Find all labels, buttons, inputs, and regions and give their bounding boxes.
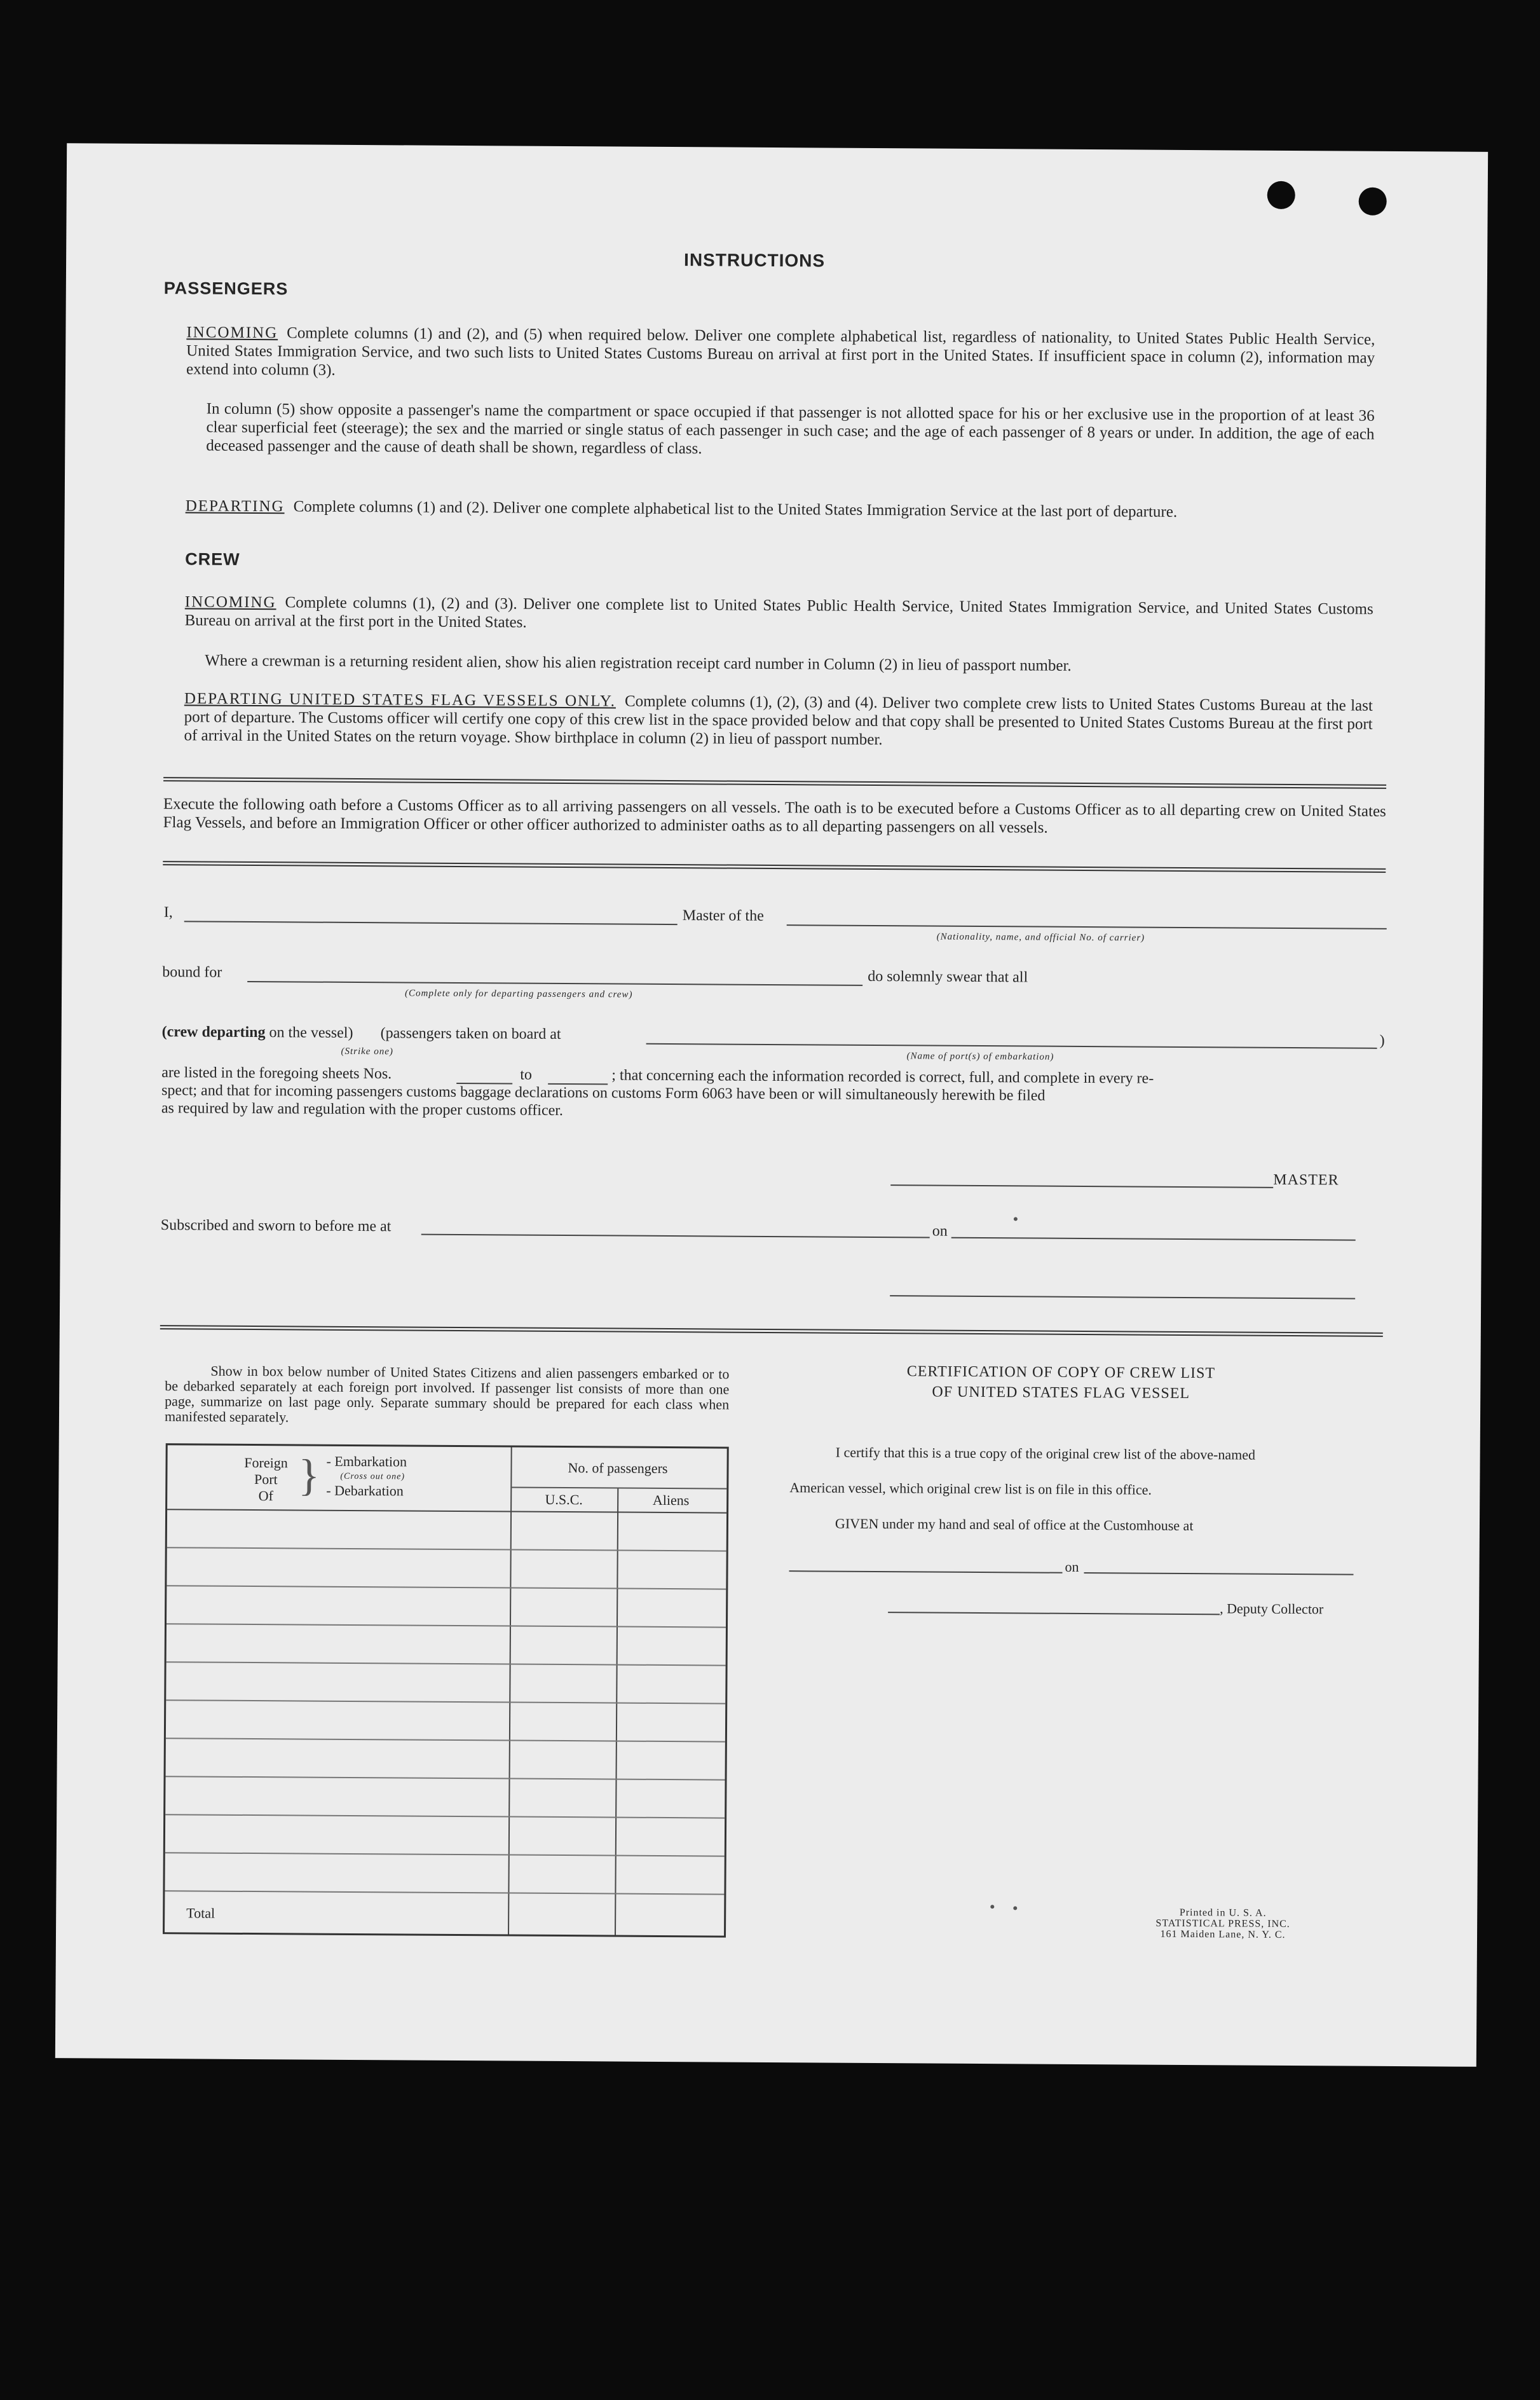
- table-column-divider: [508, 1448, 512, 1935]
- form-page: [55, 143, 1488, 2067]
- swear-text: do solemnly swear that all: [868, 968, 1028, 986]
- aliens-header: Aliens: [652, 1491, 690, 1509]
- oath-intro: Execute the following oath before a Customs Officer as to all arriving passengers on all vessels. The oath is to be executed before a Customs Officer as to all departing crew on United States Flag Vessels, and before an Immigration Officer or other officer authorized to administer oaths as to all departing passengers on all vessels.: [163, 795, 1386, 837]
- paper-speck: [1013, 1906, 1017, 1910]
- bound-for-label: bound for: [162, 964, 222, 981]
- crew-incoming-text: Complete columns (1), (2) and (3). Deliver one complete list to United States Public Health Service, United States Immigration Service, and United States Customs Bureau on arrival at the first port in the United States.: [184, 594, 1373, 631]
- certify-line1: I certify that this is a true copy of the original crew list of the above-named: [835, 1444, 1256, 1463]
- printer-line3: 161 Maiden Lane, N. Y. C.: [1160, 1928, 1286, 1940]
- to-label: to: [520, 1066, 533, 1083]
- passengers-heading: PASSENGERS: [163, 278, 289, 299]
- master-label: MASTER: [1273, 1171, 1339, 1189]
- listed-start: are listed in the foregoing sheets Nos.: [161, 1064, 392, 1083]
- printer-line2: STATISTICAL PRESS, INC.: [1155, 1917, 1290, 1930]
- certification-title: [819, 1361, 1302, 1404]
- crew-departing-text: Complete columns (1), (2), (3) and (4). Deliver two complete crew lists to United States Customs Bureau at the last port of departure. The Customs officer will certify one copy of this crew list in the space provided below and that copy shall be presented to United States Customs Bureau at the first port of arrival in the United States on the return voyage. Show birthplace in column (2) in lieu of passport number.: [184, 692, 1373, 749]
- certification-title-line1: CERTIFICATION OF COPY OF CREW LIST: [906, 1363, 1216, 1382]
- passengers-departing-paragraph: [186, 497, 1374, 522]
- punch-hole: [1267, 181, 1295, 209]
- port-hint: (Name of port(s) of embarkation): [906, 1051, 1054, 1062]
- no-of-passengers-header: No. of passengers: [568, 1460, 668, 1477]
- passengers-incoming-label: INCOMING: [186, 324, 278, 342]
- passengers-departing-text: Complete columns (1) and (2). Deliver one complete alphabetical list to the United States Immigration Service at the last port of departure.: [293, 498, 1178, 521]
- table-row: [167, 1547, 726, 1551]
- crew-resident-paragraph: Where a crewman is a returning resident alien, show his alien registration receipt card number in Column (2) in lieu of passport number.: [205, 652, 1072, 675]
- vessel-field[interactable]: [787, 924, 1387, 929]
- table-row: [165, 1814, 725, 1818]
- bound-for-hint: (Complete only for departing passengers and crew): [405, 988, 633, 1000]
- table-row: [166, 1699, 725, 1704]
- table-column-divider: [615, 1488, 618, 1935]
- port-of-embarkation-field[interactable]: [646, 1043, 1377, 1049]
- certify-line2: American vessel, which original crew list is on file in this office.: [789, 1479, 1152, 1498]
- given-line: GIVEN under my hand and seal of office at the Customhouse at: [835, 1515, 1194, 1534]
- table-row: [165, 1852, 725, 1856]
- table-row: [167, 1585, 726, 1589]
- certification-on-label: on: [1065, 1558, 1079, 1575]
- officer-signature-field[interactable]: [890, 1295, 1355, 1299]
- bound-for-field[interactable]: [247, 981, 862, 986]
- master-name-field[interactable]: [184, 921, 678, 925]
- passengers-departing-label: DEPARTING: [185, 497, 285, 516]
- listed-rest: ; that concerning each the information recorded is correct, full, and complete in every re-: [611, 1067, 1154, 1087]
- paper-speck: [990, 1905, 994, 1909]
- sworn-date-field[interactable]: [951, 1237, 1356, 1241]
- section-divider: [163, 861, 1386, 873]
- section-divider: [160, 1325, 1383, 1337]
- master-signature-field[interactable]: [890, 1184, 1273, 1188]
- passengers-taken-option[interactable]: (passengers taken on board at: [380, 1025, 561, 1043]
- port-label: Port: [254, 1471, 278, 1488]
- crew-departing-rest: on the vessel): [269, 1024, 353, 1041]
- foreign-label: Foreign: [244, 1454, 288, 1471]
- page-title: INSTRUCTIONS: [684, 250, 826, 271]
- crew-incoming-paragraph: [185, 593, 1373, 636]
- crew-departing-option[interactable]: (crew departing: [161, 1024, 266, 1041]
- certification-date-field[interactable]: [1084, 1572, 1354, 1575]
- printer-line1: Printed in U. S. A.: [1179, 1907, 1267, 1919]
- master-of-label: Master of the: [682, 907, 764, 924]
- table-row: [166, 1776, 725, 1780]
- sworn-on-label: on: [932, 1223, 948, 1240]
- crew-heading: CREW: [185, 549, 240, 569]
- debarkation-option[interactable]: - Debarkation: [326, 1482, 404, 1499]
- box-instructions: Show in box below number of United States Citizens and alien passengers embarked or to be debarked separately at each foreign port involved. If passenger list consists of more than one page, summarize on last page only. Separate summary should be prepared for each class when manifested separately.: [164, 1362, 730, 1425]
- table-header-bottom: [167, 1509, 726, 1513]
- foreign-port-of-label: [237, 1455, 294, 1505]
- strike-line: [162, 1024, 353, 1042]
- customhouse-field[interactable]: [789, 1570, 1063, 1574]
- deputy-signature-field[interactable]: [888, 1612, 1220, 1615]
- subscribed-label: Subscribed and sworn to before me at: [160, 1217, 392, 1235]
- passenger-summary-table: [163, 1443, 729, 1937]
- crew-departing-paragraph: [184, 689, 1372, 751]
- table-row: [167, 1623, 726, 1628]
- oath-line-3: as required by law and regulation with the proper customs officer.: [161, 1100, 564, 1119]
- printer-imprint: [1128, 1907, 1318, 1940]
- close-paren: ): [1379, 1032, 1385, 1049]
- usc-header: U.S.C.: [545, 1491, 583, 1508]
- punch-hole: [1359, 188, 1387, 216]
- table-row: [165, 1890, 724, 1895]
- oath-i-label: I,: [163, 904, 173, 921]
- nationality-hint: (Nationality, name, and official No. of carrier): [936, 931, 1145, 943]
- table-row: [166, 1738, 725, 1742]
- of-label: Of: [258, 1488, 273, 1504]
- sworn-place-field[interactable]: [421, 1234, 930, 1238]
- table-header-divider: [510, 1487, 726, 1490]
- brace-glyph: }: [298, 1451, 320, 1500]
- deputy-collector-label: , Deputy Collector: [1220, 1600, 1324, 1617]
- total-label: Total: [186, 1905, 215, 1921]
- cross-out-hint: (Cross out one): [340, 1471, 405, 1482]
- embarkation-option[interactable]: - Embarkation: [326, 1453, 407, 1470]
- crew-incoming-label: INCOMING: [184, 593, 276, 612]
- certification-title-line2: OF UNITED STATES FLAG VESSEL: [932, 1383, 1190, 1402]
- strike-hint: (Strike one): [341, 1046, 393, 1057]
- crew-departing-label: DEPARTING UNITED STATES FLAG VESSELS ONLY.: [184, 690, 617, 710]
- paper-speck: [1014, 1217, 1018, 1221]
- section-divider: [163, 777, 1386, 789]
- table-row: [167, 1661, 726, 1666]
- passengers-incoming-paragraph: [186, 323, 1375, 385]
- passengers-column5-paragraph: In column (5) show opposite a passenger's name the compartment or space occupied if that passenger is not allotted space for his or her exclusive use in the proportion of at least 36 clear superficial feet (steerage); the sex and the married or single status of each passenger in such case; and the age of each passenger of 8 years or under. In addition, the age of each deceased passenger and the cause of death shall be shown, regardless of class.: [206, 400, 1375, 458]
- passengers-incoming-text: Complete columns (1) and (2), and (5) when required below. Deliver one complete alphabetical list, regardless of nationality, to United States Public Health Service, United States Immigration Service, and two such lists to United States Customs Bureau on arrival at first port in the United States. If insufficient space in column (2), information may extend into column (3).: [186, 324, 1375, 379]
- oath-line-2: spect; and that for incoming passengers customs baggage declarations on customs Form 6063 have been or will simultaneously herewith be filed: [161, 1082, 1046, 1104]
